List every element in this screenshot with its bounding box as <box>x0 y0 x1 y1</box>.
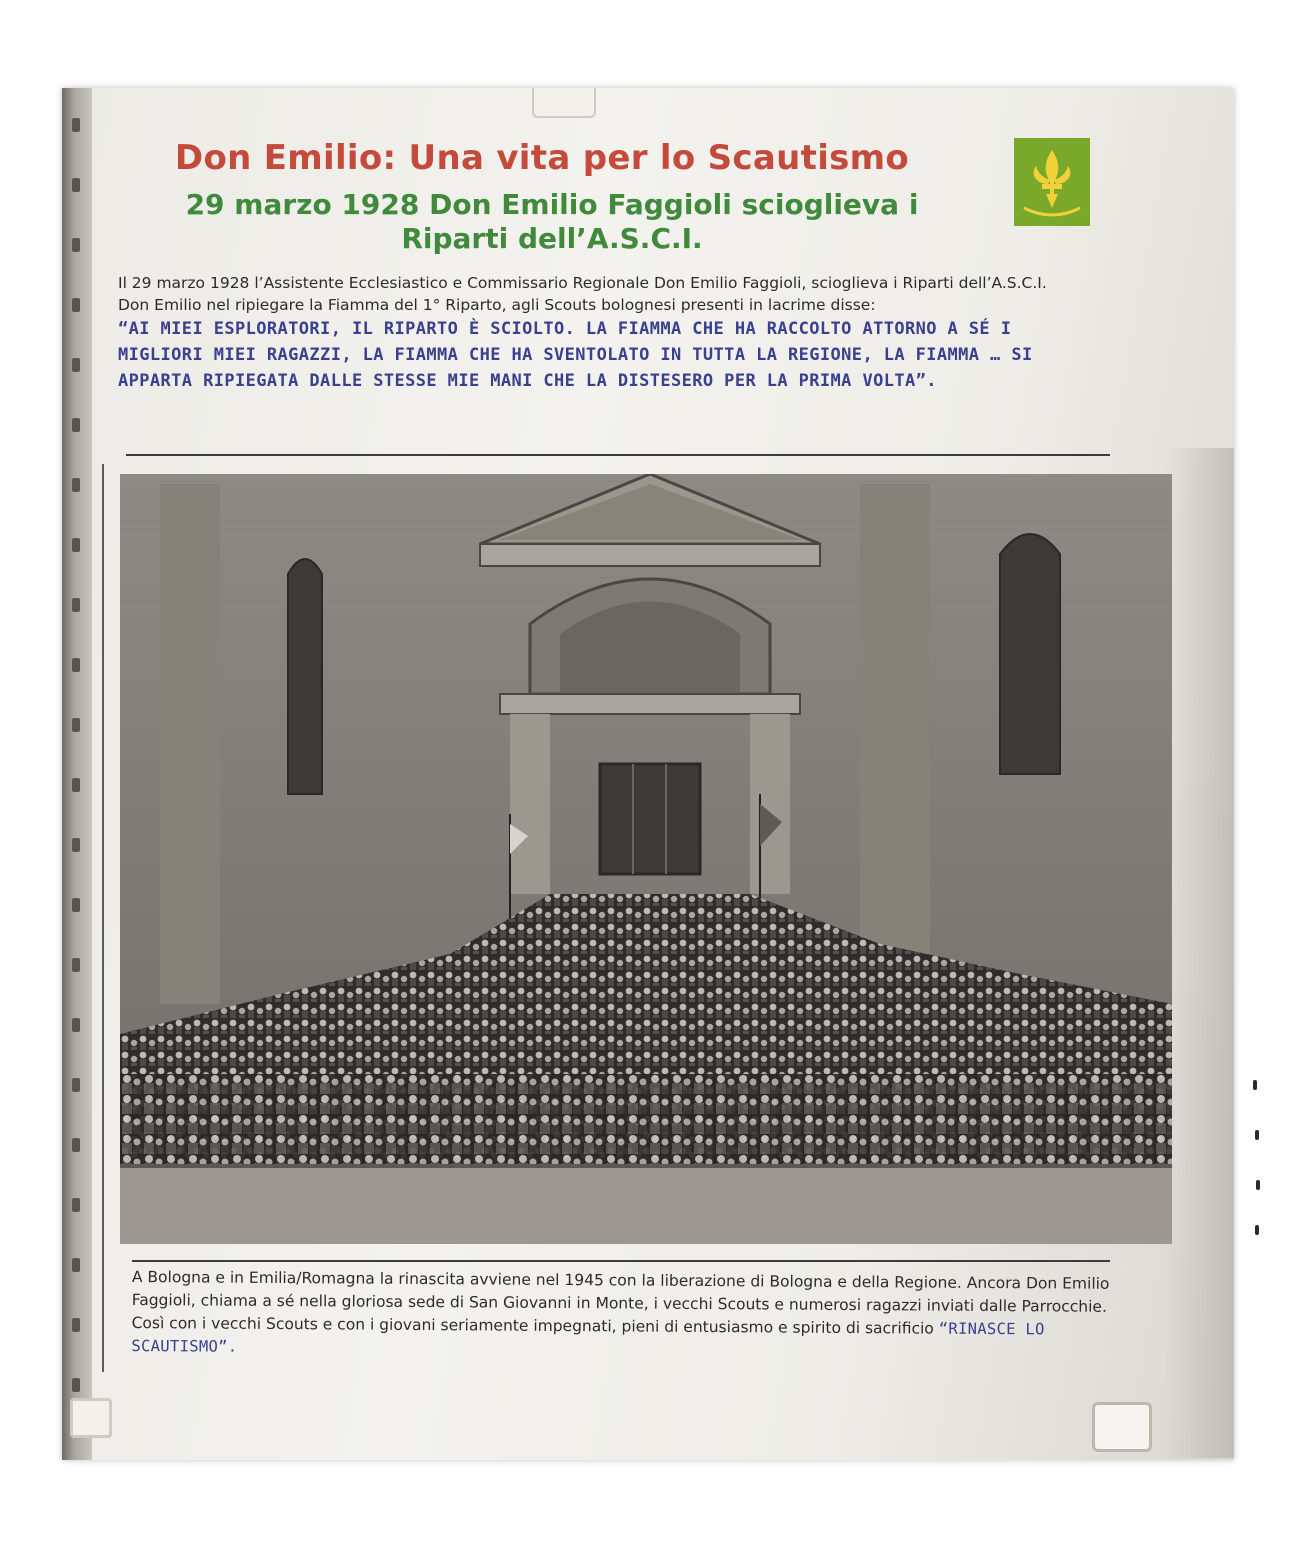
fleur-de-lis-icon <box>1014 138 1090 226</box>
fiamma-quote: “AI MIEI ESPLORATORI, IL RIPARTO È SCIOLTO. LA FIAMMA CHE HA RACCOLTO ATTORNO A SÉ I MIGLIORI MIEI RAGAZZI, LA FIAMMA CHE HA SVENTOLATO IN TUTTA LA REGIONE, LA FIAMMA … SI APPARTA RIPIEGATA DALLE STESSE MIE MANI CHE LA DISTESERO PER LA PRIMA VOLTA”. <box>118 319 1033 391</box>
caption-paragraph-1: A Bologna e in Emilia/Romagna la rinascita avviene nel 1945 con la liberazione di Bologna e della Regione. Ancora Don Emilio Faggioli, chiama a sé nella gloriosa sede di San Giovanni in Monte, i vecchi Scouts e numerosi ragazzi inviati dalle Parrocchie. <box>131 1268 1110 1316</box>
scan-mark <box>1255 1130 1259 1140</box>
intro-paragraph-1: Il 29 marzo 1928 l’Assistente Ecclesiastico e Commissario Regionale Don Emilio Faggioli, scioglieva i Riparti dell’A.S.C.I. <box>118 274 1047 292</box>
caption-paragraph-2-text: Così con i vecchi Scouts e con i giovani seriamente impegnati, pieni di entusiasmo e spirito di sacrificio <box>131 1313 934 1338</box>
scan-mark <box>1256 1180 1260 1190</box>
sheet-protector-tab-top <box>532 88 596 118</box>
subtitle-line-2: Riparti dell’A.S.C.I. <box>401 222 703 255</box>
printed-page <box>62 88 1234 1460</box>
photo-caption <box>131 1266 1122 1365</box>
page-subtitle <box>102 188 1002 256</box>
subtitle-line-1: 29 marzo 1928 Don Emilio Faggioli scioglieva i <box>185 188 919 221</box>
sheet-protector-tab-left <box>70 1398 112 1438</box>
caption-highlight: “RINASCE LO SCAUTISMO”. <box>131 1319 1045 1356</box>
caption-paragraph-2 <box>131 1312 1121 1365</box>
page-shadow <box>1164 448 1234 1458</box>
historic-group-photo <box>120 474 1172 1244</box>
divider-bottom <box>132 1260 1110 1262</box>
scout-emblem <box>1014 138 1090 226</box>
scan-mark <box>1255 1225 1259 1235</box>
binder-strip <box>62 88 92 1460</box>
page-title: Don Emilio: Una vita per lo Scautismo <box>174 138 910 178</box>
intro-paragraph-2: Don Emilio nel ripiegare la Fiamma del 1° Riparto, agli Scouts bolognesi presenti in lacrime disse: <box>118 296 876 314</box>
scan-mark <box>1253 1080 1257 1090</box>
divider-vertical <box>102 464 104 1372</box>
divider-top <box>126 454 1110 456</box>
sheet-protector-tab-right <box>1092 1402 1152 1452</box>
intro-text <box>118 272 1078 394</box>
